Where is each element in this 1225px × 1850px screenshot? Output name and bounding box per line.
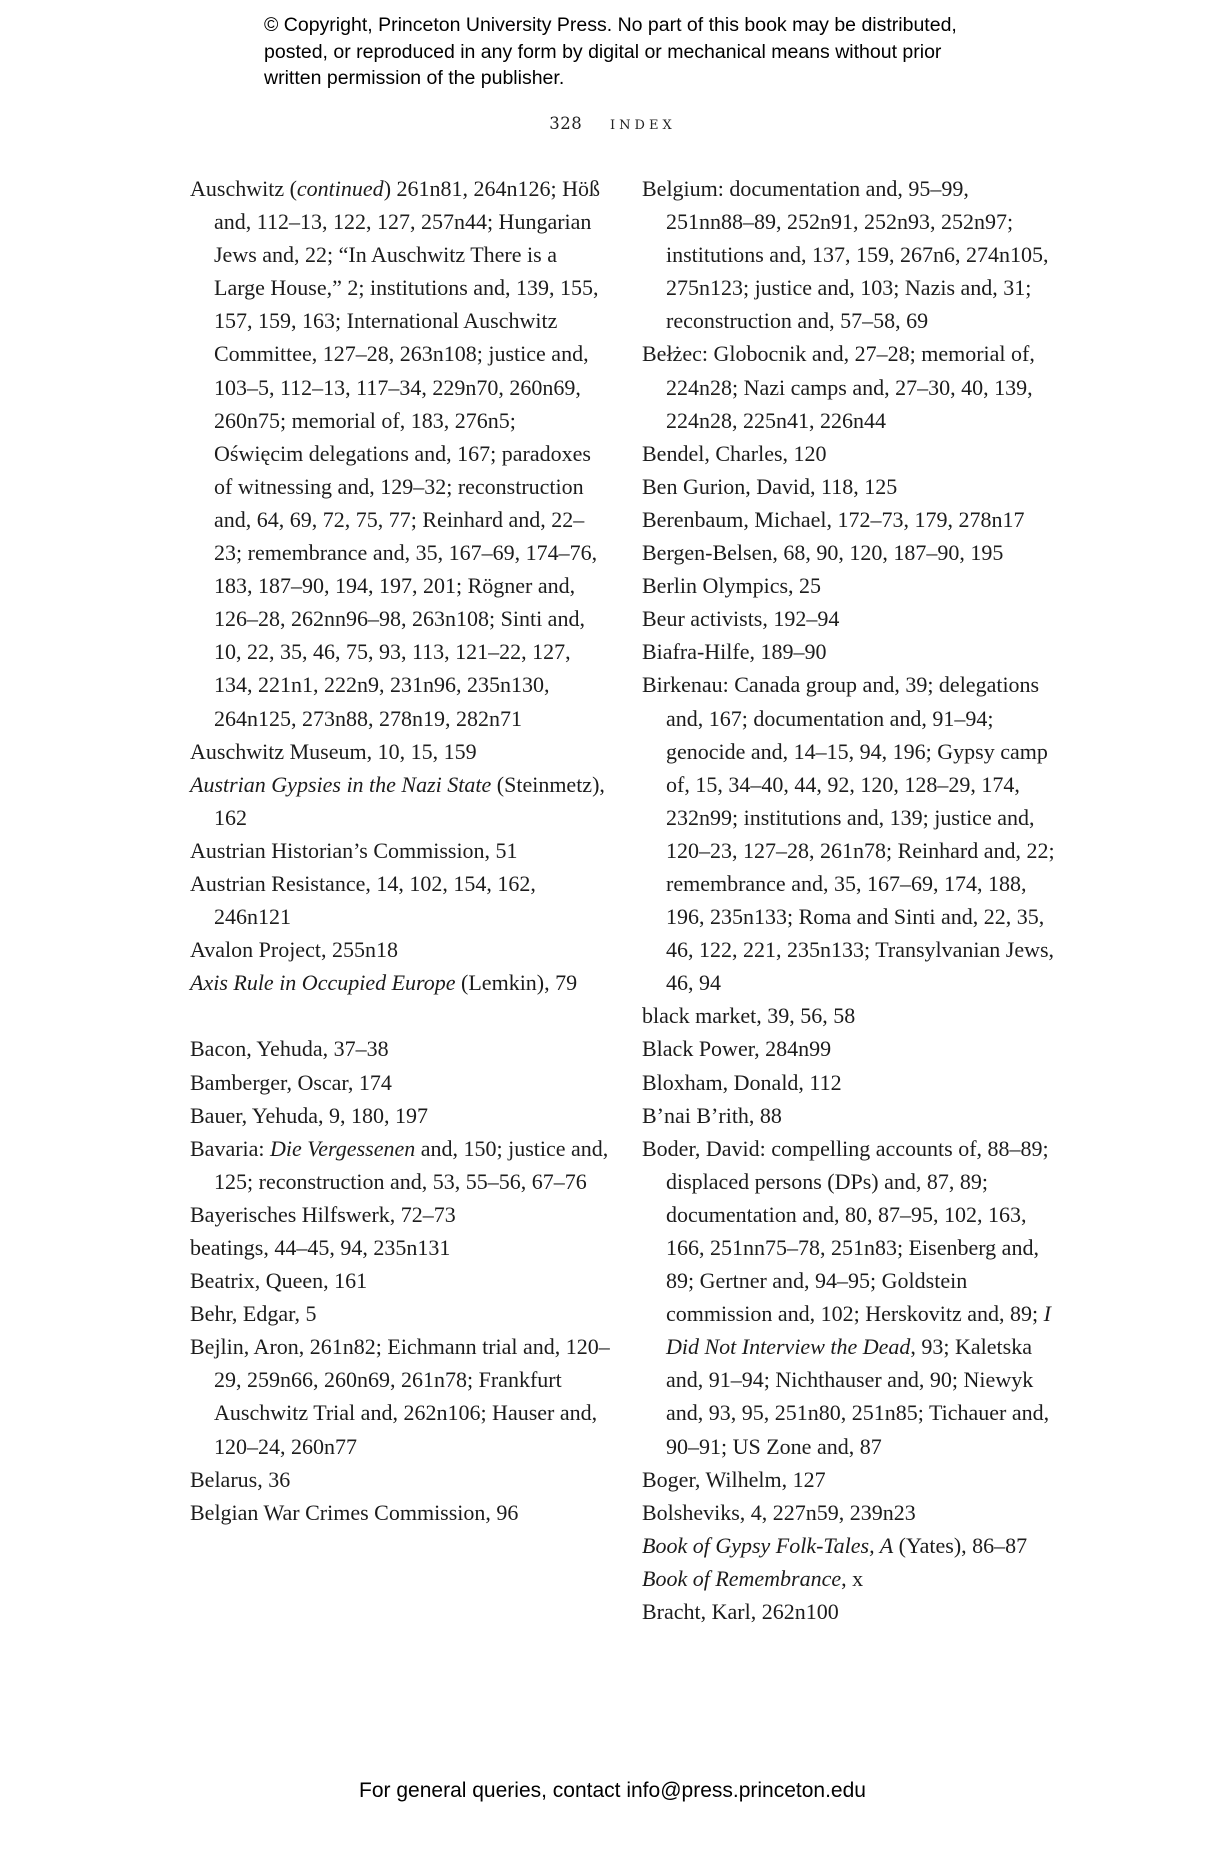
index-entry (642, 337, 1062, 436)
entry-text: Black Power, 284n99 (642, 1036, 832, 1062)
entry-italic-title: Book of Remembrance (642, 1565, 842, 1591)
index-entry (190, 1132, 610, 1198)
entry-text: Bełżec: Globocnik and, 27–28; memorial of, 224n28; Nazi camps and, 27–30, 40, 139, 224n28, 225n41, 226n44 (642, 341, 1035, 433)
entry-text: B’nai B’rith, 88 (642, 1102, 782, 1128)
running-header (0, 112, 1225, 134)
index-entry (642, 1595, 1062, 1628)
index-column-left (190, 172, 610, 1529)
entry-text: Birkenau: Canada group and, 39; delegations and, 167; documentation and, 91–94; genocide and, 14–15, 94, 196; Gypsy camp of, 15, 34–40, 44, 92, 120, 128–29, 174, 232n99; institutions and, 139; justice and, 120–23, 127–28, 261n78; Reinhard and, 22; remembrance and, 35, 167–69, 174, 188, 196, 235n133; Roma and Sinti and, 22, 35, 46, 122, 221, 235n133; Transylvanian Jews, 46, 94 (642, 672, 1055, 996)
index-entry (190, 1297, 610, 1330)
entry-text: Bacon, Yehuda, 37–38 (190, 1036, 389, 1062)
index-entry (190, 966, 610, 999)
entry-text: Bejlin, Aron, 261n82; Eichmann trial and, 120–29, 259n66, 260n69, 261n78; Frankfurt Auschwitz Trial and, 262n106; Hauser and, 120–24, 260n77 (190, 1334, 610, 1459)
index-entry (642, 1032, 1062, 1065)
index-entry (190, 1463, 610, 1496)
page-number: 328 (549, 114, 583, 133)
index-entry (642, 1132, 1062, 1463)
index-entry (190, 768, 610, 834)
entry-text: Auschwitz ( (190, 176, 297, 201)
entry-italic-title: Axis Rule in Occupied Europe (190, 970, 456, 996)
entry-text: Bolsheviks, 4, 227n59, 239n23 (642, 1499, 916, 1525)
entry-text: Boger, Wilhelm, 127 (642, 1466, 826, 1492)
entry-text: Bergen-Belsen, 68, 90, 120, 187–90, 195 (642, 540, 1004, 566)
index-entry (642, 602, 1062, 635)
entry-text: Auschwitz Museum, 10, 15, 159 (190, 738, 477, 764)
entry-text: , x (841, 1565, 864, 1591)
entry-text: Berlin Olympics, 25 (642, 573, 822, 599)
index-entry (190, 172, 610, 735)
entry-text: Bavaria: (190, 1135, 271, 1161)
entry-text: Bloxham, Donald, 112 (642, 1069, 842, 1095)
index-column-right (642, 172, 1062, 1628)
index-entry (642, 569, 1062, 602)
entry-italic-title: Book of Gypsy Folk-Tales, A (642, 1532, 894, 1558)
index-entry (190, 933, 610, 966)
letter-group-gap (190, 999, 610, 1032)
index-entry (190, 1066, 610, 1099)
index-entry (642, 1562, 1062, 1595)
index-entry (642, 1066, 1062, 1099)
index-entry (190, 834, 610, 867)
entry-text: Belgium: documentation and, 95–99, 251nn88–89, 252n91, 252n93, 252n97; institutions and, 137, 159, 267n6, 274n105, 275n123; justice and, 103; Nazis and, 31; reconstruction and, 57–58, 69 (642, 176, 1049, 334)
index-entry (642, 635, 1062, 668)
index-entry (190, 1198, 610, 1231)
index-entry (642, 1496, 1062, 1529)
entry-text: Behr, Edgar, 5 (190, 1301, 317, 1327)
entry-text: Beatrix, Queen, 161 (190, 1268, 368, 1294)
copyright-notice: © Copyright, Princeton University Press. No part of this book may be distributed, posted, or reproduced in any form by digital or mechanical means without prior written permission of the publisher. (264, 14, 957, 89)
entry-text: Berenbaum, Michael, 172–73, 179, 278n17 (642, 506, 1025, 532)
entry-text: Austrian Historian’s Commission, 51 (190, 837, 518, 863)
entry-text: Avalon Project, 255n18 (190, 937, 398, 963)
index-entry (642, 470, 1062, 503)
index-entry (642, 503, 1062, 536)
index-entry (190, 867, 610, 933)
index-entry (642, 1099, 1062, 1132)
entry-text: Belgian War Crimes Commission, 96 (190, 1499, 519, 1525)
index-entry (190, 1032, 610, 1065)
entry-text: Ben Gurion, David, 118, 125 (642, 473, 898, 499)
index-entry (642, 999, 1062, 1032)
entry-text: Boder, David: compelling accounts of, 88–89; displaced persons (DPs) and, 87, 89; documentation and, 80, 87–95, 102, 163, 166, 251nn75–78, 251n83; Eisenberg and, 89; Gertner and, 94–95; Goldstein commission and, 102; Herskovitz and, 89; (642, 1135, 1049, 1327)
index-entry (642, 668, 1062, 999)
entry-text: Bracht, Karl, 262n100 (642, 1599, 839, 1625)
entry-text: , 93; Kaletska and, 91–94; Nichthauser and, 90; Niewyk and, 93, 95, 251n80, 251n85; Tichauer and, 90–91; US Zone and, 87 (666, 1334, 1050, 1459)
entry-text: (Steinmetz), 162 (214, 771, 605, 830)
index-entry (642, 1529, 1062, 1562)
entry-italic-title: Austrian Gypsies in the Nazi State (190, 771, 492, 797)
entry-text: beatings, 44–45, 94, 235n131 (190, 1235, 451, 1260)
section-title: index (610, 112, 676, 134)
index-entry (190, 1099, 610, 1132)
entry-text: Bayerisches Hilfswerk, 72–73 (190, 1201, 456, 1227)
entry-text: Biafra-Hilfe, 189–90 (642, 639, 827, 665)
index-entry (190, 1330, 610, 1462)
index-entry (190, 1231, 610, 1264)
entry-text: black market, 39, 56, 58 (642, 1003, 856, 1029)
entry-italic-title: continued (296, 176, 384, 201)
entry-text: Belarus, 36 (190, 1466, 291, 1492)
entry-italic-title: Die Vergessenen (270, 1135, 416, 1161)
contact-footer: For general queries, contact info@press.princeton.edu (359, 1779, 866, 1802)
index-entry (642, 1463, 1062, 1496)
index-entry (642, 172, 1062, 337)
entry-italic-title: I Did Not Interview the Dead (666, 1301, 1051, 1360)
entry-text: Bendel, Charles, 120 (642, 440, 827, 466)
entry-text: Austrian Resistance, 14, 102, 154, 162, 246n121 (190, 870, 536, 930)
entry-text: Beur activists, 192–94 (642, 606, 840, 632)
entry-text: Bamberger, Oscar, 174 (190, 1069, 392, 1095)
entry-text: (Yates), 86–87 (893, 1532, 1028, 1558)
entry-text: and, 150; justice and, 125; reconstruction and, 53, 55–56, 67–76 (214, 1135, 609, 1194)
index-entry (642, 437, 1062, 470)
index-entry (642, 536, 1062, 569)
entry-text: ) 261n81, 264n126; Höß and, 112–13, 122, 127, 257n44; Hungarian Jews and, 22; “In Auschwitz There is a Large House,” 2; institutions and, 139, 155, 157, 159, 163; International Auschwitz Committee, 127–28, 263n108; justice and, 103–5, 112–13, 117–34, 229n70, 260n69, 260n75; memorial of, 183, 276n5; Oświęcim delegations and, 167; paradoxes of witnessing and, 129–32; reconstruction and, 64, 69, 72, 75, 77; Reinhard and, 22–23; remembrance and, 35, 167–69, 174–76, 183, 187–90, 194, 197, 201; Rögner and, 126–28, 262nn96–98, 263n108; Sinti and, 10, 22, 35, 46, 75, 93, 113, 121–22, 127, 134, 221n1, 222n9, 231n96, 235n130, 264n125, 273n88, 278n19, 282n71 (214, 176, 601, 731)
index-entry (190, 1496, 610, 1529)
entry-text: Bauer, Yehuda, 9, 180, 197 (190, 1102, 429, 1128)
index-entry (190, 1264, 610, 1297)
index-entry (190, 735, 610, 768)
entry-text: (Lemkin), 79 (455, 970, 578, 996)
